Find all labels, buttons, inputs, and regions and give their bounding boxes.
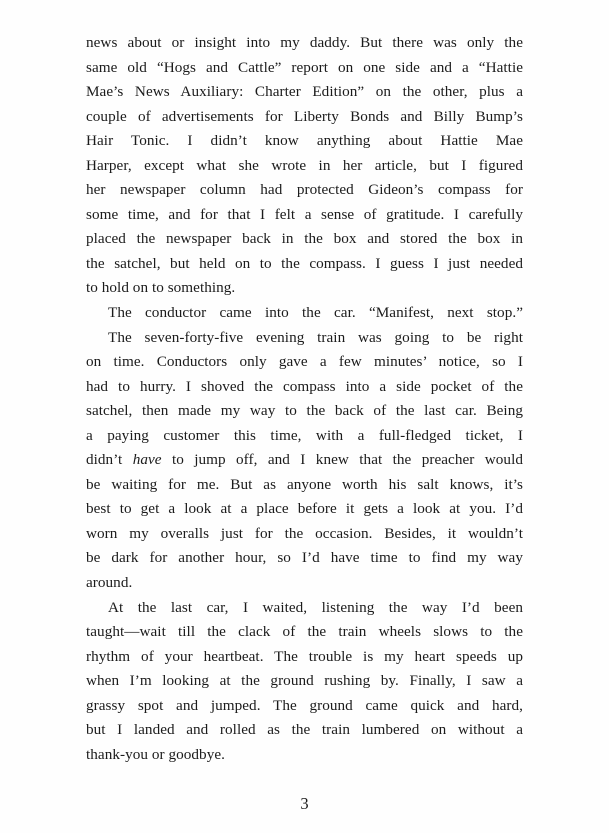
- text-line: Harper, except what she wrote in her article, but I figured: [86, 156, 523, 174]
- paragraph: [86, 31, 523, 301]
- text-line: At the last car, I waited, listening the way I’d been: [108, 598, 523, 616]
- text-line: but I landed and rolled as the train lumbered on without a: [86, 721, 523, 739]
- text-line: a paying customer this time, with a full-fledged ticket, I: [86, 426, 523, 444]
- text-segment: didn’t: [86, 451, 133, 469]
- text-line: some time, and for that I felt a sense of gratitude. I carefully: [86, 205, 523, 223]
- text-segment: to jump off, and I knew that the preacher would: [161, 451, 523, 469]
- paragraph: [86, 301, 523, 326]
- text-line: the satchel, but held on to the compass. I guess I just needed: [86, 254, 523, 272]
- text-line: rhythm of your heartbeat. The trouble is my heart speeds up: [86, 647, 523, 665]
- text-line: her newspaper column had protected Gideon’s compass for: [86, 181, 523, 199]
- text-line: grassy spot and jumped. The ground came quick and hard,: [86, 696, 523, 714]
- text-line: taught—wait till the clack of the train wheels slows to the: [86, 623, 523, 641]
- paragraph: [86, 326, 523, 596]
- text-line: be waiting for me. But as anyone worth his salt knows, it’s: [86, 475, 523, 493]
- text-line: The conductor came into the car. “Manifest, next stop.”: [108, 304, 523, 322]
- text-line: had to hurry. I shoved the compass into a side pocket of the: [86, 377, 523, 395]
- body-text: [86, 31, 523, 767]
- text-line: The seven-forty-five evening train was going to be right: [108, 328, 523, 346]
- text-line: thank-you or goodbye.: [86, 745, 225, 763]
- text-line: best to get a look at a place before it gets a look at you. I’d: [86, 500, 523, 518]
- italic-text: have: [132, 451, 162, 469]
- text-line: to hold on to something.: [86, 279, 236, 297]
- text-line: couple of advertisements for Liberty Bonds and Billy Bump’s: [86, 107, 523, 125]
- text-line: satchel, then made my way to the back of the last car. Being: [86, 402, 523, 420]
- text-line: placed the newspaper back in the box and stored the box in: [86, 230, 523, 248]
- text-line: when I’m looking at the ground rushing by. Finally, I saw a: [86, 672, 523, 690]
- text-line: around.: [86, 574, 133, 592]
- paragraph: [86, 596, 523, 768]
- text-line: be dark for another hour, so I’d have time to find my way: [86, 549, 523, 567]
- text-line: Mae’s News Auxiliary: Charter Edition” on the other, plus a: [86, 83, 523, 101]
- page-number: 3: [300, 794, 309, 813]
- text-line: worn my overalls just for the occasion. Besides, it wouldn’t: [86, 524, 523, 542]
- text-line: news about or insight into my daddy. But there was only the: [86, 34, 523, 51]
- text-line: [86, 448, 523, 473]
- text-line: same old “Hogs and Cattle” report on one side and a “Hattie: [86, 58, 523, 76]
- text-line: on time. Conductors only gave a few minutes’ notice, so I: [86, 353, 523, 371]
- text-line: Hair Tonic. I didn’t know anything about Hattie Mae: [86, 132, 523, 150]
